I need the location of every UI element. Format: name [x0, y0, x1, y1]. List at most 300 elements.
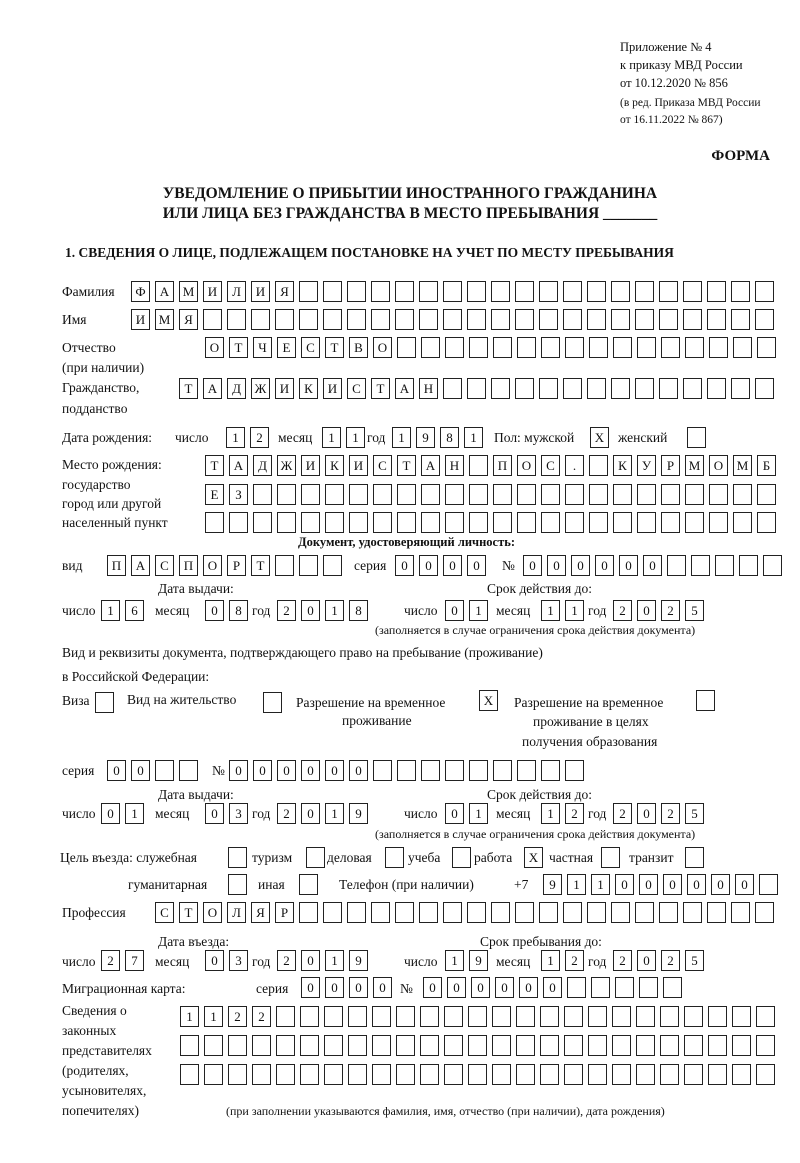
char-cell-reps-1[interactable]: [588, 1006, 607, 1027]
char-cell-name[interactable]: [323, 309, 342, 330]
char-cell-profession[interactable]: [659, 902, 678, 923]
char-cell-reps-1[interactable]: [684, 1006, 703, 1027]
char-cell-birthplace-2[interactable]: [493, 484, 512, 505]
char-cell-name[interactable]: Я: [179, 309, 198, 330]
char-cell-entry-year[interactable]: 9: [349, 950, 368, 971]
char-cell-name[interactable]: [419, 309, 438, 330]
char-cell-entry-year[interactable]: 0: [301, 950, 320, 971]
char-cell-profession[interactable]: Л: [227, 902, 246, 923]
char-cell-reps-1[interactable]: [636, 1006, 655, 1027]
char-cell-id-issue-month[interactable]: 0: [205, 600, 224, 621]
char-cell-name[interactable]: И: [131, 309, 150, 330]
char-cell-surname[interactable]: [611, 281, 630, 302]
char-cell-doc-number[interactable]: 0: [277, 760, 296, 781]
char-cell-citizenship[interactable]: Т: [179, 378, 198, 399]
char-cell-surname[interactable]: [395, 281, 414, 302]
char-cell-birthplace-3[interactable]: [325, 512, 344, 533]
char-cell-citizenship[interactable]: [443, 378, 462, 399]
char-cell-reps-2[interactable]: [636, 1035, 655, 1056]
char-cell-profession[interactable]: [587, 902, 606, 923]
char-cell-reps-3[interactable]: [516, 1064, 535, 1085]
char-cell-surname[interactable]: [755, 281, 774, 302]
char-cell-name[interactable]: [539, 309, 558, 330]
char-cell-surname[interactable]: [659, 281, 678, 302]
char-cell-phone[interactable]: 9: [543, 874, 562, 895]
char-cell-reps-2[interactable]: [588, 1035, 607, 1056]
char-cell-reps-2[interactable]: [516, 1035, 535, 1056]
char-cell-reps-3[interactable]: [588, 1064, 607, 1085]
char-cell-doc-issue-year[interactable]: 2: [277, 803, 296, 824]
char-cell-birth-year[interactable]: 8: [440, 427, 459, 448]
char-cell-citizenship[interactable]: [467, 378, 486, 399]
char-cell-citizenship[interactable]: А: [395, 378, 414, 399]
char-cell-birthplace-2[interactable]: [301, 484, 320, 505]
char-cell-id-number[interactable]: [715, 555, 734, 576]
char-cell-phone[interactable]: 1: [591, 874, 610, 895]
char-cell-id-kind[interactable]: А: [131, 555, 150, 576]
char-cell-citizenship[interactable]: С: [347, 378, 366, 399]
char-cell-citizenship[interactable]: [563, 378, 582, 399]
char-cell-reps-1[interactable]: [756, 1006, 775, 1027]
char-cell-surname[interactable]: [419, 281, 438, 302]
char-cell-id-kind[interactable]: Р: [227, 555, 246, 576]
char-cell-reps-1[interactable]: [612, 1006, 631, 1027]
char-cell-profession[interactable]: [539, 902, 558, 923]
char-cell-birthplace-2[interactable]: [373, 484, 392, 505]
char-cell-profession[interactable]: [467, 902, 486, 923]
char-cell-birthplace-3[interactable]: [421, 512, 440, 533]
char-cell-doc-valid-day[interactable]: 1: [469, 803, 488, 824]
char-cell-doc-valid-year[interactable]: 2: [661, 803, 680, 824]
char-cell-reps-2[interactable]: [180, 1035, 199, 1056]
char-cell-birthplace-2[interactable]: [565, 484, 584, 505]
char-cell-name[interactable]: [755, 309, 774, 330]
char-cell-doc-number[interactable]: 0: [253, 760, 272, 781]
char-cell-birthplace-2[interactable]: [349, 484, 368, 505]
char-cell-reps-3[interactable]: [420, 1064, 439, 1085]
checkbox-p-work[interactable]: X: [524, 847, 543, 868]
char-cell-birthplace-2[interactable]: [469, 484, 488, 505]
char-cell-doc-issue-day[interactable]: 1: [125, 803, 144, 824]
char-cell-reps-3[interactable]: [252, 1064, 271, 1085]
char-cell-surname[interactable]: [347, 281, 366, 302]
char-cell-id-valid-year[interactable]: 2: [613, 600, 632, 621]
char-cell-birthplace-1[interactable]: Д: [253, 455, 272, 476]
char-cell-patronymic[interactable]: [469, 337, 488, 358]
char-cell-doc-series[interactable]: [155, 760, 174, 781]
checkbox-p-study[interactable]: [452, 847, 471, 868]
char-cell-reps-3[interactable]: [492, 1064, 511, 1085]
char-cell-citizenship[interactable]: Ж: [251, 378, 270, 399]
char-cell-profession[interactable]: [299, 902, 318, 923]
char-cell-reps-1[interactable]: [300, 1006, 319, 1027]
char-cell-doc-issue-year[interactable]: 9: [349, 803, 368, 824]
char-cell-surname[interactable]: [707, 281, 726, 302]
char-cell-birthplace-1[interactable]: К: [325, 455, 344, 476]
char-cell-patronymic[interactable]: [421, 337, 440, 358]
char-cell-surname[interactable]: [683, 281, 702, 302]
char-cell-reps-3[interactable]: [708, 1064, 727, 1085]
char-cell-reps-2[interactable]: [612, 1035, 631, 1056]
char-cell-birthplace-1[interactable]: А: [421, 455, 440, 476]
char-cell-id-number[interactable]: 0: [595, 555, 614, 576]
char-cell-reps-1[interactable]: [564, 1006, 583, 1027]
char-cell-reps-3[interactable]: [540, 1064, 559, 1085]
char-cell-phone[interactable]: 0: [639, 874, 658, 895]
char-cell-reps-2[interactable]: [300, 1035, 319, 1056]
char-cell-birthplace-1[interactable]: И: [349, 455, 368, 476]
char-cell-birthplace-3[interactable]: [661, 512, 680, 533]
char-cell-birthplace-1[interactable]: Т: [397, 455, 416, 476]
char-cell-reps-2[interactable]: [444, 1035, 463, 1056]
char-cell-patronymic[interactable]: [565, 337, 584, 358]
char-cell-id-series[interactable]: 0: [467, 555, 486, 576]
char-cell-reps-3[interactable]: [396, 1064, 415, 1085]
char-cell-stay-month[interactable]: 2: [565, 950, 584, 971]
char-cell-birthplace-3[interactable]: [397, 512, 416, 533]
checkbox-doc-edu[interactable]: [696, 690, 715, 711]
char-cell-reps-1[interactable]: [516, 1006, 535, 1027]
char-cell-entry-day[interactable]: 2: [101, 950, 120, 971]
char-cell-patronymic[interactable]: [757, 337, 776, 358]
char-cell-profession[interactable]: Т: [179, 902, 198, 923]
char-cell-id-number[interactable]: [739, 555, 758, 576]
char-cell-patronymic[interactable]: [397, 337, 416, 358]
char-cell-mc-number[interactable]: 0: [447, 977, 466, 998]
char-cell-profession[interactable]: С: [155, 902, 174, 923]
char-cell-id-valid-month[interactable]: 1: [541, 600, 560, 621]
char-cell-name[interactable]: [563, 309, 582, 330]
char-cell-reps-1[interactable]: [468, 1006, 487, 1027]
char-cell-id-kind[interactable]: О: [203, 555, 222, 576]
char-cell-surname[interactable]: Я: [275, 281, 294, 302]
char-cell-patronymic[interactable]: Е: [277, 337, 296, 358]
char-cell-surname[interactable]: [371, 281, 390, 302]
char-cell-id-issue-year[interactable]: 1: [325, 600, 344, 621]
char-cell-id-valid-year[interactable]: 0: [637, 600, 656, 621]
char-cell-reps-2[interactable]: [468, 1035, 487, 1056]
char-cell-reps-2[interactable]: [228, 1035, 247, 1056]
checkbox-p-service[interactable]: [228, 847, 247, 868]
char-cell-mc-number[interactable]: [567, 977, 586, 998]
char-cell-name[interactable]: М: [155, 309, 174, 330]
char-cell-birthplace-3[interactable]: [373, 512, 392, 533]
char-cell-citizenship[interactable]: Д: [227, 378, 246, 399]
char-cell-patronymic[interactable]: [541, 337, 560, 358]
char-cell-id-valid-month[interactable]: 1: [565, 600, 584, 621]
char-cell-birthplace-3[interactable]: [709, 512, 728, 533]
char-cell-birthplace-2[interactable]: [253, 484, 272, 505]
char-cell-entry-month[interactable]: 3: [229, 950, 248, 971]
char-cell-reps-1[interactable]: [372, 1006, 391, 1027]
char-cell-surname[interactable]: М: [179, 281, 198, 302]
char-cell-entry-month[interactable]: 0: [205, 950, 224, 971]
char-cell-phone[interactable]: 0: [711, 874, 730, 895]
char-cell-birthplace-3[interactable]: [493, 512, 512, 533]
char-cell-reps-3[interactable]: [684, 1064, 703, 1085]
char-cell-birthplace-2[interactable]: [517, 484, 536, 505]
char-cell-doc-issue-day[interactable]: 0: [101, 803, 120, 824]
char-cell-birthplace-1[interactable]: М: [685, 455, 704, 476]
char-cell-profession[interactable]: [371, 902, 390, 923]
char-cell-id-kind[interactable]: С: [155, 555, 174, 576]
char-cell-doc-issue-month[interactable]: 0: [205, 803, 224, 824]
char-cell-doc-issue-year[interactable]: 1: [325, 803, 344, 824]
char-cell-id-issue-year[interactable]: 8: [349, 600, 368, 621]
char-cell-surname[interactable]: И: [203, 281, 222, 302]
char-cell-profession[interactable]: [347, 902, 366, 923]
char-cell-birthplace-1[interactable]: О: [709, 455, 728, 476]
char-cell-birthplace-2[interactable]: [637, 484, 656, 505]
char-cell-name[interactable]: [299, 309, 318, 330]
char-cell-birthplace-2[interactable]: [421, 484, 440, 505]
char-cell-patronymic[interactable]: Т: [229, 337, 248, 358]
char-cell-patronymic[interactable]: О: [373, 337, 392, 358]
char-cell-reps-2[interactable]: [540, 1035, 559, 1056]
char-cell-reps-1[interactable]: [348, 1006, 367, 1027]
char-cell-citizenship[interactable]: [707, 378, 726, 399]
char-cell-reps-3[interactable]: [468, 1064, 487, 1085]
char-cell-surname[interactable]: Ф: [131, 281, 150, 302]
char-cell-doc-valid-month[interactable]: 1: [541, 803, 560, 824]
char-cell-birthplace-1[interactable]: .: [565, 455, 584, 476]
char-cell-doc-issue-year[interactable]: 0: [301, 803, 320, 824]
char-cell-phone[interactable]: 0: [663, 874, 682, 895]
char-cell-surname[interactable]: [539, 281, 558, 302]
char-cell-mc-number[interactable]: 0: [423, 977, 442, 998]
char-cell-mc-series[interactable]: 0: [373, 977, 392, 998]
char-cell-patronymic[interactable]: Ч: [253, 337, 272, 358]
char-cell-reps-1[interactable]: [444, 1006, 463, 1027]
char-cell-reps-1[interactable]: [540, 1006, 559, 1027]
char-cell-doc-series[interactable]: [179, 760, 198, 781]
char-cell-phone[interactable]: 0: [735, 874, 754, 895]
char-cell-id-valid-day[interactable]: 1: [469, 600, 488, 621]
char-cell-patronymic[interactable]: [685, 337, 704, 358]
char-cell-id-kind[interactable]: П: [179, 555, 198, 576]
char-cell-birth-year[interactable]: 1: [464, 427, 483, 448]
char-cell-mc-number[interactable]: [615, 977, 634, 998]
char-cell-doc-valid-year[interactable]: 0: [637, 803, 656, 824]
char-cell-birthplace-2[interactable]: [733, 484, 752, 505]
char-cell-id-issue-day[interactable]: 1: [101, 600, 120, 621]
char-cell-name[interactable]: [683, 309, 702, 330]
char-cell-birthplace-1[interactable]: К: [613, 455, 632, 476]
checkbox-p-transit[interactable]: [685, 847, 704, 868]
char-cell-birthplace-3[interactable]: [589, 512, 608, 533]
char-cell-name[interactable]: [635, 309, 654, 330]
char-cell-birthplace-3[interactable]: [541, 512, 560, 533]
char-cell-profession[interactable]: [563, 902, 582, 923]
char-cell-birthplace-3[interactable]: [277, 512, 296, 533]
checkbox-doc-temp[interactable]: X: [479, 690, 498, 711]
char-cell-surname[interactable]: [635, 281, 654, 302]
char-cell-birthplace-1[interactable]: О: [517, 455, 536, 476]
char-cell-birthplace-2[interactable]: [685, 484, 704, 505]
char-cell-reps-2[interactable]: [564, 1035, 583, 1056]
char-cell-phone[interactable]: 1: [567, 874, 586, 895]
char-cell-birthplace-2[interactable]: [325, 484, 344, 505]
char-cell-birthplace-1[interactable]: У: [637, 455, 656, 476]
char-cell-doc-number[interactable]: [397, 760, 416, 781]
char-cell-reps-2[interactable]: [732, 1035, 751, 1056]
char-cell-birthplace-3[interactable]: [205, 512, 224, 533]
checkbox-p-humanitarian[interactable]: [228, 874, 247, 895]
char-cell-doc-valid-month[interactable]: 2: [565, 803, 584, 824]
char-cell-doc-valid-day[interactable]: 0: [445, 803, 464, 824]
char-cell-citizenship[interactable]: К: [299, 378, 318, 399]
char-cell-reps-3[interactable]: [660, 1064, 679, 1085]
char-cell-surname[interactable]: [467, 281, 486, 302]
checkbox-sex-female[interactable]: [687, 427, 706, 448]
char-cell-reps-2[interactable]: [708, 1035, 727, 1056]
char-cell-mc-number[interactable]: [663, 977, 682, 998]
char-cell-doc-valid-year[interactable]: 5: [685, 803, 704, 824]
char-cell-doc-number[interactable]: [493, 760, 512, 781]
char-cell-birthplace-3[interactable]: [733, 512, 752, 533]
checkbox-doc-residence[interactable]: [263, 692, 282, 713]
char-cell-reps-3[interactable]: [180, 1064, 199, 1085]
char-cell-birthplace-2[interactable]: [397, 484, 416, 505]
char-cell-reps-2[interactable]: [492, 1035, 511, 1056]
char-cell-citizenship[interactable]: [755, 378, 774, 399]
char-cell-reps-2[interactable]: [660, 1035, 679, 1056]
char-cell-birth-day[interactable]: 2: [250, 427, 269, 448]
char-cell-birthplace-1[interactable]: С: [541, 455, 560, 476]
char-cell-birthplace-1[interactable]: Ж: [277, 455, 296, 476]
char-cell-citizenship[interactable]: [491, 378, 510, 399]
char-cell-birth-year[interactable]: 1: [392, 427, 411, 448]
char-cell-reps-1[interactable]: 2: [228, 1006, 247, 1027]
char-cell-doc-series[interactable]: 0: [107, 760, 126, 781]
char-cell-id-kind[interactable]: [323, 555, 342, 576]
char-cell-stay-year[interactable]: 2: [613, 950, 632, 971]
char-cell-id-kind[interactable]: Т: [251, 555, 270, 576]
char-cell-profession[interactable]: [515, 902, 534, 923]
char-cell-doc-number[interactable]: [541, 760, 560, 781]
char-cell-birthplace-1[interactable]: Н: [445, 455, 464, 476]
char-cell-birthplace-2[interactable]: [709, 484, 728, 505]
char-cell-birthplace-1[interactable]: [589, 455, 608, 476]
char-cell-birth-month[interactable]: 1: [346, 427, 365, 448]
char-cell-id-kind[interactable]: [299, 555, 318, 576]
char-cell-citizenship[interactable]: [659, 378, 678, 399]
char-cell-citizenship[interactable]: [611, 378, 630, 399]
char-cell-citizenship[interactable]: [515, 378, 534, 399]
char-cell-birthplace-1[interactable]: А: [229, 455, 248, 476]
char-cell-name[interactable]: [371, 309, 390, 330]
char-cell-mc-number[interactable]: [639, 977, 658, 998]
char-cell-birth-day[interactable]: 1: [226, 427, 245, 448]
char-cell-mc-number[interactable]: 0: [519, 977, 538, 998]
char-cell-surname[interactable]: [323, 281, 342, 302]
char-cell-doc-series[interactable]: 0: [131, 760, 150, 781]
char-cell-reps-2[interactable]: [204, 1035, 223, 1056]
char-cell-id-number[interactable]: [691, 555, 710, 576]
char-cell-birthplace-3[interactable]: [613, 512, 632, 533]
char-cell-citizenship[interactable]: Н: [419, 378, 438, 399]
char-cell-birthplace-3[interactable]: [445, 512, 464, 533]
char-cell-birthplace-3[interactable]: [565, 512, 584, 533]
char-cell-doc-number[interactable]: [421, 760, 440, 781]
checkbox-p-tourism[interactable]: [306, 847, 325, 868]
char-cell-surname[interactable]: И: [251, 281, 270, 302]
char-cell-reps-2[interactable]: [348, 1035, 367, 1056]
char-cell-reps-1[interactable]: 2: [252, 1006, 271, 1027]
char-cell-surname[interactable]: Л: [227, 281, 246, 302]
char-cell-birthplace-3[interactable]: [301, 512, 320, 533]
char-cell-birthplace-1[interactable]: [469, 455, 488, 476]
char-cell-id-kind[interactable]: [275, 555, 294, 576]
char-cell-birthplace-2[interactable]: З: [229, 484, 248, 505]
char-cell-surname[interactable]: А: [155, 281, 174, 302]
char-cell-citizenship[interactable]: И: [323, 378, 342, 399]
char-cell-surname[interactable]: [299, 281, 318, 302]
char-cell-profession[interactable]: [755, 902, 774, 923]
char-cell-name[interactable]: [491, 309, 510, 330]
char-cell-id-series[interactable]: 0: [443, 555, 462, 576]
char-cell-name[interactable]: [275, 309, 294, 330]
char-cell-reps-1[interactable]: [396, 1006, 415, 1027]
char-cell-profession[interactable]: Я: [251, 902, 270, 923]
char-cell-id-number[interactable]: [667, 555, 686, 576]
char-cell-name[interactable]: [611, 309, 630, 330]
char-cell-doc-number[interactable]: 0: [301, 760, 320, 781]
char-cell-reps-2[interactable]: [252, 1035, 271, 1056]
char-cell-reps-2[interactable]: [324, 1035, 343, 1056]
char-cell-birthplace-2[interactable]: [445, 484, 464, 505]
char-cell-doc-number[interactable]: 0: [325, 760, 344, 781]
char-cell-profession[interactable]: [611, 902, 630, 923]
char-cell-id-number[interactable]: 0: [571, 555, 590, 576]
char-cell-reps-2[interactable]: [276, 1035, 295, 1056]
char-cell-reps-1[interactable]: [732, 1006, 751, 1027]
char-cell-profession[interactable]: [731, 902, 750, 923]
char-cell-name[interactable]: [395, 309, 414, 330]
char-cell-doc-number[interactable]: [565, 760, 584, 781]
char-cell-birthplace-3[interactable]: [253, 512, 272, 533]
char-cell-reps-1[interactable]: [324, 1006, 343, 1027]
char-cell-id-valid-year[interactable]: 2: [661, 600, 680, 621]
char-cell-id-issue-month[interactable]: 8: [229, 600, 248, 621]
char-cell-name[interactable]: [515, 309, 534, 330]
char-cell-patronymic[interactable]: [589, 337, 608, 358]
char-cell-reps-3[interactable]: [204, 1064, 223, 1085]
char-cell-reps-1[interactable]: 1: [204, 1006, 223, 1027]
char-cell-birthplace-1[interactable]: С: [373, 455, 392, 476]
char-cell-reps-2[interactable]: [420, 1035, 439, 1056]
char-cell-birthplace-1[interactable]: Т: [205, 455, 224, 476]
char-cell-birthplace-2[interactable]: [757, 484, 776, 505]
char-cell-id-valid-year[interactable]: 5: [685, 600, 704, 621]
char-cell-birth-month[interactable]: 1: [322, 427, 341, 448]
char-cell-citizenship[interactable]: [635, 378, 654, 399]
char-cell-reps-3[interactable]: [636, 1064, 655, 1085]
char-cell-birthplace-3[interactable]: [637, 512, 656, 533]
char-cell-citizenship[interactable]: [683, 378, 702, 399]
char-cell-doc-number[interactable]: [469, 760, 488, 781]
char-cell-birthplace-3[interactable]: [229, 512, 248, 533]
char-cell-reps-3[interactable]: [732, 1064, 751, 1085]
char-cell-doc-number[interactable]: [517, 760, 536, 781]
char-cell-reps-3[interactable]: [300, 1064, 319, 1085]
char-cell-profession[interactable]: [419, 902, 438, 923]
char-cell-mc-number[interactable]: [591, 977, 610, 998]
char-cell-patronymic[interactable]: [637, 337, 656, 358]
char-cell-profession[interactable]: [635, 902, 654, 923]
char-cell-name[interactable]: [347, 309, 366, 330]
char-cell-reps-3[interactable]: [564, 1064, 583, 1085]
